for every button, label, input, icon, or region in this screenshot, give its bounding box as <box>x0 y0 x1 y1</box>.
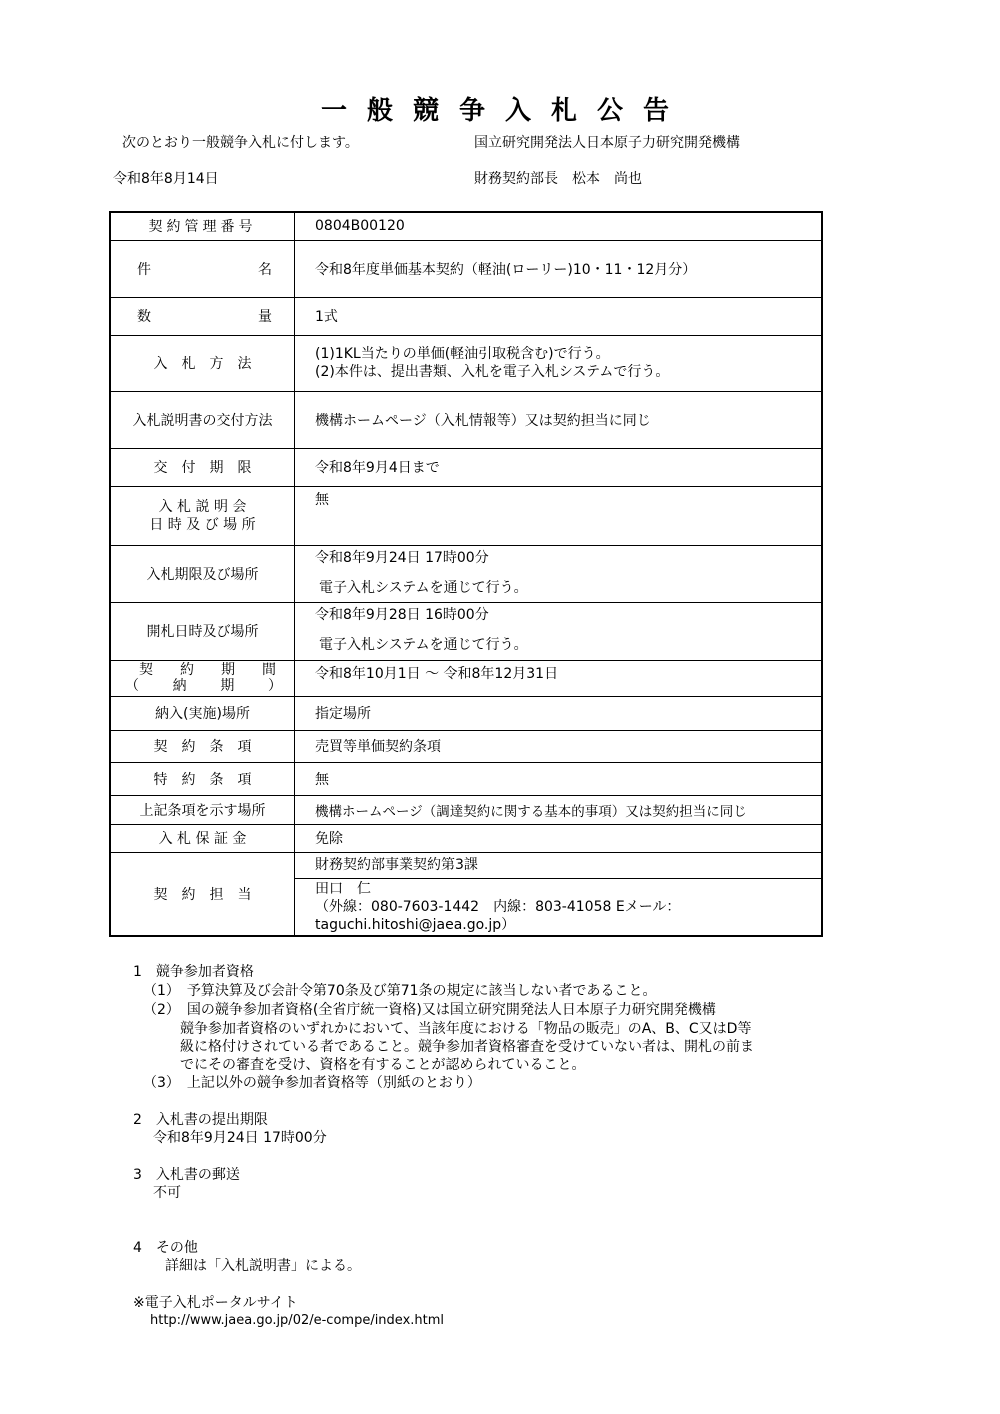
table-row <box>110 391 822 448</box>
page-title: 一般競争入札公告 <box>320 96 689 126</box>
table-row <box>110 545 822 602</box>
table-row <box>110 795 822 824</box>
contact-cell <box>295 852 823 936</box>
label-part: 名 <box>258 261 272 278</box>
contact-phone: （外線：080-7603-1442 内線：803-41058 Eメール： <box>315 898 681 915</box>
row-value: 売買等単価契約条項 <box>295 730 823 762</box>
contact-details <box>295 879 821 934</box>
label-part: 件 <box>137 261 151 278</box>
portal-url[interactable]: http://www.jaea.go.jp/02/e-compe/index.html <box>150 1313 445 1328</box>
contact-dept: 財務契約部事業契約第3課 <box>295 853 821 879</box>
table-row <box>110 486 822 545</box>
table-row <box>110 212 822 240</box>
value-line: 令和8年9月28日 16時00分 <box>315 606 489 623</box>
label-part: 期 <box>221 662 235 678</box>
section-1-item-2: （2） 国の競争参加者資格(全省庁統一資格)又は国立研究開発法人日本原子力研究開発機構 <box>143 1002 716 1018</box>
label-part: 量 <box>258 309 272 325</box>
value-line: (2)本件は、提出書類、入札を電子入札システムで行う。 <box>315 364 670 380</box>
row-value <box>295 335 823 391</box>
row-value <box>295 602 823 660</box>
row-value: 機構ホームページ（入札情報等）又は契約担当に同じ <box>295 391 823 448</box>
table-row <box>110 335 822 391</box>
row-label: 入 札 保 証 金 <box>110 824 295 852</box>
row-value <box>295 545 823 602</box>
row-value: 機構ホームページ（調達契約に関する基本的事項）又は契約担当に同じ <box>295 795 823 824</box>
table-row <box>110 240 822 297</box>
section-1-item-1: （1） 予算決算及び会計令第70条及び第71条の規定に該当しない者であること。 <box>143 983 657 999</box>
row-label: 納入(実施)場所 <box>110 696 295 730</box>
row-label: 契 約 担 当 <box>110 852 295 936</box>
intro-text: 次のとおり一般競争入札に付します。 <box>122 135 359 151</box>
row-label <box>110 660 295 696</box>
section-3-title: 3 入札書の郵送 <box>133 1167 240 1183</box>
label-part: （ <box>125 678 139 694</box>
tender-info-table <box>109 211 823 937</box>
label-line: 入 札 説 明 会 <box>158 498 247 515</box>
row-label: 入札期限及び場所 <box>110 545 295 602</box>
section-2-body: 令和8年9月24日 17時00分 <box>153 1130 327 1146</box>
section-3-body: 不可 <box>153 1185 181 1201</box>
label-line: 日 時 及 び 場 所 <box>149 516 256 533</box>
section-1-item-2-line: でにその審査を受け、資格を有することが認められていること。 <box>180 1057 586 1073</box>
row-value: 令和8年10月1日 〜 令和8年12月31日 <box>295 660 823 696</box>
contact-email: taguchi.hitoshi@jaea.go.jp） <box>315 916 516 933</box>
row-label <box>110 240 295 297</box>
table-row <box>110 448 822 486</box>
label-part: 数 <box>137 309 151 325</box>
row-label: 特 約 条 項 <box>110 762 295 795</box>
label-part: 間 <box>262 662 276 678</box>
row-value: 指定場所 <box>295 696 823 730</box>
signer-name: 財務契約部長 松本 尚也 <box>474 171 642 187</box>
row-value: 無 <box>295 762 823 795</box>
row-value: 令和8年9月4日まで <box>295 448 823 486</box>
label-part: ） <box>267 678 282 694</box>
label-part: 約 <box>180 662 194 678</box>
row-label: 契 約 条 項 <box>110 730 295 762</box>
table-row <box>110 297 822 335</box>
section-4-body: 詳細は「入札説明書」による。 <box>165 1258 361 1274</box>
row-label: 入札説明書の交付方法 <box>110 391 295 448</box>
row-value: 免除 <box>295 824 823 852</box>
table-row <box>110 696 822 730</box>
label-part: 納 <box>172 678 187 694</box>
row-value: 令和8年度単価基本契約（軽油(ローリー)10・11・12月分） <box>295 240 823 297</box>
value-line: 令和8年9月24日 17時00分 <box>315 549 489 566</box>
row-label: 交 付 期 限 <box>110 448 295 486</box>
section-1-title: 1 競争参加者資格 <box>133 964 254 980</box>
row-label <box>110 297 295 335</box>
notice-date: 令和8年8月14日 <box>113 171 219 187</box>
row-value: 0804B00120 <box>295 212 823 240</box>
value-line: 電子入札システムを通じて行う。 <box>319 636 528 653</box>
table-row <box>110 602 822 660</box>
portal-title: ※電子入札ポータルサイト <box>133 1295 298 1311</box>
table-row <box>110 852 822 936</box>
table-row <box>110 730 822 762</box>
row-label: 上記条項を示す場所 <box>110 795 295 824</box>
value-line: (1)1KL当たりの単価(軽油引取税含む)で行う。 <box>315 346 610 362</box>
table-row <box>110 824 822 852</box>
table-row <box>110 762 822 795</box>
organization-name: 国立研究開発法人日本原子力研究開発機構 <box>474 135 740 151</box>
value-line: 電子入札システムを通じて行う。 <box>319 579 528 596</box>
row-value: 1式 <box>295 297 823 335</box>
row-value: 無 <box>295 486 823 545</box>
row-label: 開札日時及び場所 <box>110 602 295 660</box>
section-1-item-2-line: 競争参加者資格のいずれかにおいて、当該年度における「物品の販売」のA、B、C又はD等 <box>180 1021 752 1037</box>
table-row <box>110 660 822 696</box>
label-part: 期 <box>220 678 235 694</box>
contact-name: 田口 仁 <box>315 880 371 897</box>
row-label <box>110 486 295 545</box>
label-part: 契 <box>139 662 153 678</box>
section-4-title: 4 その他 <box>133 1240 198 1256</box>
row-label: 契約管理番号 <box>110 212 295 240</box>
section-1-item-3: （3） 上記以外の競争参加者資格等（別紙のとおり） <box>143 1075 481 1091</box>
row-label: 入 札 方 法 <box>110 335 295 391</box>
section-2-title: 2 入札書の提出期限 <box>133 1112 268 1128</box>
section-1-item-2-line: 級に格付けされている者であること。競争参加者資格審査を受けていない者は、開札の前ま <box>180 1039 754 1055</box>
